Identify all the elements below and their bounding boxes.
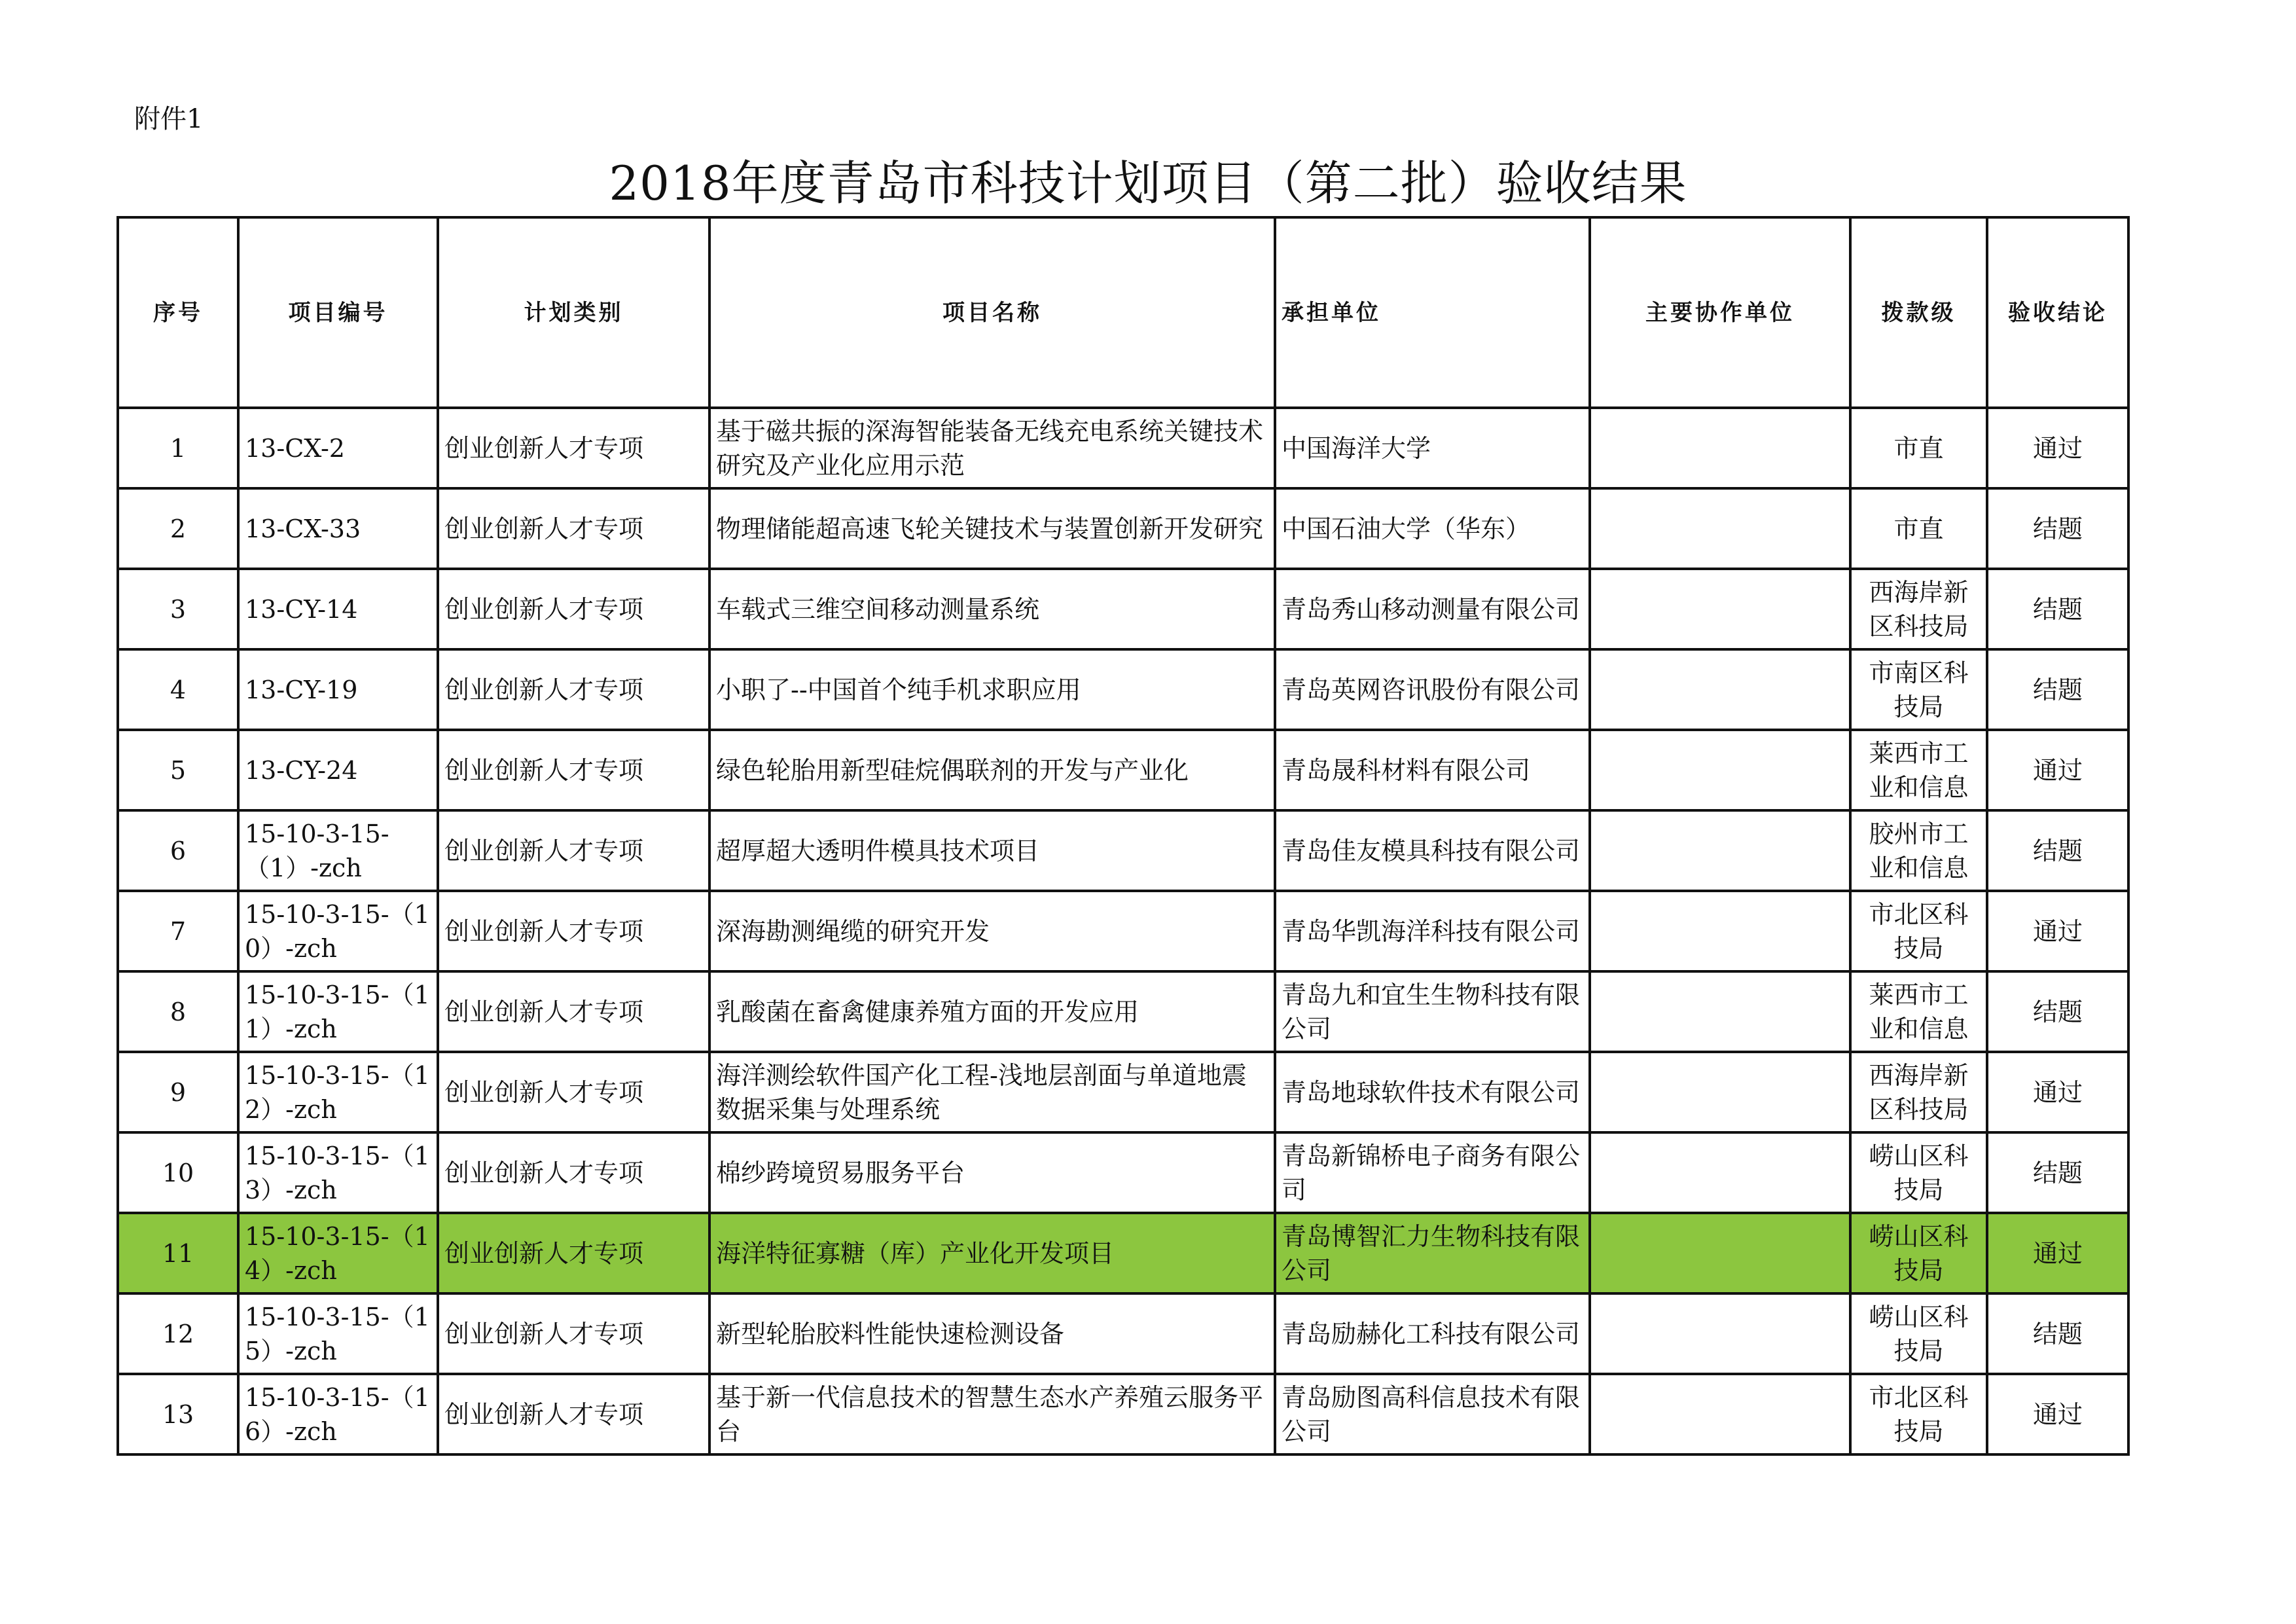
cell-name [709,891,1275,971]
cell-partner [1590,1213,1850,1293]
cell-no-text: 6 [170,836,187,865]
cell-no [118,408,238,488]
cell-category-text: 创业创新人才专项 [444,433,644,463]
cell-result [1987,1052,2128,1132]
cell-category [438,1374,709,1454]
header-funding: 拨款级 [1850,217,1987,408]
cell-unit [1275,1052,1590,1132]
cell-category [438,971,709,1052]
cell-unit-text: 青岛佳友模具科技有限公司 [1282,836,1581,865]
cell-partner [1590,730,1850,810]
cell-unit-text: 青岛英网咨讯股份有限公司 [1282,675,1581,704]
cell-result-text: 结题 [2032,675,2083,704]
cell-name [709,408,1275,488]
cell-funding [1850,569,1987,649]
cell-result-text: 结题 [2032,997,2083,1026]
cell-category [438,730,709,810]
table-row [118,1374,2128,1454]
cell-name-text: 基于新一代信息技术的智慧生态水产养殖云服务平台 [716,1382,1264,1446]
table-row [118,891,2128,971]
table-row [118,971,2128,1052]
cell-unit [1275,408,1590,488]
page-title: 2018年度青岛市科技计划项目（第二批）验收结果 [609,156,1687,211]
cell-category-text: 创业创新人才专项 [444,1077,644,1107]
cell-unit [1275,1132,1590,1213]
cell-result-text: 结题 [2032,594,2083,624]
cell-category [438,569,709,649]
cell-code-text: 15-10-3-15-（12）-zch [245,1060,430,1124]
cell-category [438,1293,709,1374]
cell-funding-text: 西海岸新区科技局 [1869,577,1969,641]
cell-code-text: 15-10-3-15-（1）-zch [245,819,389,882]
cell-name-text: 小职了--中国首个纯手机求职应用 [716,675,1081,704]
cell-unit [1275,891,1590,971]
cell-category-text: 创业创新人才专项 [444,916,644,946]
cell-result-text: 通过 [2032,755,2083,785]
cell-result [1987,1374,2128,1454]
header-result: 验收结论 [1987,217,2128,408]
header-no: 序号 [118,217,238,408]
cell-name-text: 海洋特征寡糖（库）产业化开发项目 [716,1238,1115,1268]
cell-result [1987,1213,2128,1293]
cell-result-text: 通过 [2032,1238,2083,1268]
cell-name-text: 棉纱跨境贸易服务平台 [716,1158,965,1187]
cell-code-text: 13-CX-33 [245,514,361,543]
cell-code [238,1052,438,1132]
cell-code-text: 13-CY-24 [245,755,358,785]
cell-result-text: 结题 [2032,514,2083,543]
cell-result-text: 通过 [2032,916,2083,946]
cell-funding [1850,1213,1987,1293]
cell-code-text: 13-CX-2 [245,433,345,463]
cell-no [118,1132,238,1213]
cell-no [118,649,238,730]
cell-funding-text: 莱西市工业和信息 [1869,980,1969,1043]
cell-name-text: 深海勘测绳缆的研究开发 [716,916,990,946]
header-name: 项目名称 [709,217,1275,408]
cell-name [709,488,1275,569]
cell-funding [1850,1052,1987,1132]
cell-name [709,649,1275,730]
cell-funding-text: 莱西市工业和信息 [1869,738,1969,802]
cell-category [438,488,709,569]
cell-no [118,971,238,1052]
cell-partner [1590,649,1850,730]
cell-partner [1590,1374,1850,1454]
results-table [117,216,2130,1456]
cell-partner [1590,569,1850,649]
header-row [118,217,2128,408]
cell-result-text: 结题 [2032,836,2083,865]
cell-name [709,1374,1275,1454]
attachment-label: 附件1 [134,104,204,134]
cell-code [238,971,438,1052]
cell-unit-text: 青岛博智汇力生物科技有限公司 [1282,1221,1581,1285]
cell-result [1987,408,2128,488]
cell-no-text: 1 [170,433,187,463]
cell-result [1987,569,2128,649]
cell-no-text: 3 [170,594,187,624]
cell-name-text: 绿色轮胎用新型硅烷偶联剂的开发与产业化 [716,755,1189,785]
cell-code [238,408,438,488]
cell-name [709,1052,1275,1132]
cell-unit [1275,1374,1590,1454]
cell-result [1987,649,2128,730]
cell-category-text: 创业创新人才专项 [444,997,644,1026]
table-row [118,1213,2128,1293]
cell-category-text: 创业创新人才专项 [444,836,644,865]
cell-name [709,971,1275,1052]
cell-name [709,810,1275,891]
table-row [118,730,2128,810]
cell-result [1987,1132,2128,1213]
cell-code-text: 15-10-3-15-（11）-zch [245,980,430,1043]
cell-code [238,1132,438,1213]
cell-result [1987,891,2128,971]
cell-funding [1850,488,1987,569]
cell-code-text: 15-10-3-15-（10）-zch [245,899,430,963]
cell-no [118,569,238,649]
cell-name-text: 超厚超大透明件模具技术项目 [716,836,1040,865]
cell-funding-text: 市南区科技局 [1869,658,1969,721]
cell-result [1987,1293,2128,1374]
cell-category-text: 创业创新人才专项 [444,755,644,785]
cell-category [438,649,709,730]
cell-no [118,1213,238,1293]
cell-code-text: 13-CY-19 [245,675,358,704]
table-row [118,1132,2128,1213]
table-row [118,1052,2128,1132]
cell-unit-text: 青岛新锦桥电子商务有限公司 [1282,1141,1581,1204]
cell-partner [1590,1052,1850,1132]
cell-category [438,1052,709,1132]
cell-name [709,569,1275,649]
cell-code [238,1293,438,1374]
cell-result-text: 通过 [2032,1077,2083,1107]
table-row [118,569,2128,649]
cell-no [118,810,238,891]
cell-funding [1850,730,1987,810]
cell-category-text: 创业创新人才专项 [444,1158,644,1187]
cell-category [438,891,709,971]
cell-no [118,488,238,569]
cell-code-text: 13-CY-14 [245,594,358,624]
cell-category-text: 创业创新人才专项 [444,675,644,704]
table-row [118,488,2128,569]
cell-result-text: 通过 [2032,433,2083,463]
cell-code-text: 15-10-3-15-（15）-zch [245,1302,430,1365]
cell-unit [1275,971,1590,1052]
cell-no-text: 11 [162,1238,194,1268]
cell-name-text: 乳酸菌在畜禽健康养殖方面的开发应用 [716,997,1139,1026]
cell-unit-text: 中国石油大学（华东） [1282,514,1531,543]
header-unit: 承担单位 [1275,217,1590,408]
cell-funding [1850,1374,1987,1454]
cell-code [238,891,438,971]
cell-unit [1275,1293,1590,1374]
cell-result [1987,730,2128,810]
table-row [118,1293,2128,1374]
cell-no-text: 13 [162,1399,194,1429]
cell-no [118,1374,238,1454]
cell-category [438,1132,709,1213]
cell-unit [1275,569,1590,649]
cell-funding-text: 市北区科技局 [1869,1382,1969,1446]
cell-no-text: 12 [162,1319,194,1348]
cell-result-text: 结题 [2032,1319,2083,1348]
cell-result [1987,971,2128,1052]
cell-category-text: 创业创新人才专项 [444,1399,644,1429]
cell-category-text: 创业创新人才专项 [444,1319,644,1348]
cell-partner [1590,1293,1850,1374]
cell-name [709,1132,1275,1213]
cell-unit [1275,649,1590,730]
cell-name-text: 新型轮胎胶料性能快速检测设备 [716,1319,1065,1348]
cell-unit [1275,730,1590,810]
cell-funding [1850,1132,1987,1213]
cell-no-text: 9 [170,1077,187,1107]
cell-category-text: 创业创新人才专项 [444,514,644,543]
cell-category [438,810,709,891]
cell-no-text: 10 [162,1158,194,1187]
cell-code-text: 15-10-3-15-（16）-zch [245,1382,430,1446]
header-partner: 主要协作单位 [1590,217,1850,408]
cell-partner [1590,488,1850,569]
cell-funding [1850,810,1987,891]
cell-funding-text: 西海岸新区科技局 [1869,1060,1969,1124]
cell-code [238,488,438,569]
cell-code [238,810,438,891]
cell-name-text: 海洋测绘软件国产化工程-浅地层剖面与单道地震数据采集与处理系统 [716,1060,1247,1124]
cell-code [238,1374,438,1454]
cell-funding [1850,408,1987,488]
cell-result-text: 结题 [2032,1158,2083,1187]
cell-unit-text: 青岛晟科材料有限公司 [1282,755,1531,785]
cell-name [709,1293,1275,1374]
cell-unit [1275,1213,1590,1293]
cell-category-text: 创业创新人才专项 [444,1238,644,1268]
cell-no [118,730,238,810]
cell-category [438,1213,709,1293]
cell-partner [1590,1132,1850,1213]
cell-no-text: 5 [170,755,187,785]
cell-funding-text: 崂山区科技局 [1869,1141,1969,1204]
cell-no-text: 7 [170,916,187,946]
cell-funding-text: 市直 [1893,433,1944,463]
cell-unit-text: 青岛华凯海洋科技有限公司 [1282,916,1581,946]
cell-funding [1850,649,1987,730]
cell-code [238,569,438,649]
cell-funding [1850,891,1987,971]
table-row [118,810,2128,891]
cell-funding [1850,971,1987,1052]
cell-unit [1275,488,1590,569]
cell-code [238,1213,438,1293]
cell-funding [1850,1293,1987,1374]
cell-no [118,891,238,971]
cell-code-text: 15-10-3-15-（13）-zch [245,1141,430,1204]
cell-no-text: 2 [170,514,187,543]
table-row [118,408,2128,488]
cell-unit-text: 青岛地球软件技术有限公司 [1282,1077,1581,1107]
cell-partner [1590,971,1850,1052]
cell-partner [1590,891,1850,971]
cell-name [709,730,1275,810]
cell-category-text: 创业创新人才专项 [444,594,644,624]
cell-unit-text: 青岛九和宜生生物科技有限公司 [1282,980,1581,1043]
cell-name-text: 物理储能超高速飞轮关键技术与装置创新开发研究 [716,514,1264,543]
cell-no [118,1293,238,1374]
cell-code [238,730,438,810]
cell-unit-text: 中国海洋大学 [1282,433,1431,463]
cell-result-text: 通过 [2032,1399,2083,1429]
table-row [118,649,2128,730]
cell-code-text: 15-10-3-15-（14）-zch [245,1221,430,1285]
cell-name-text: 基于磁共振的深海智能装备无线充电系统关键技术研究及产业化应用示范 [716,416,1264,480]
cell-unit [1275,810,1590,891]
cell-partner [1590,408,1850,488]
cell-unit-text: 青岛励赫化工科技有限公司 [1282,1319,1581,1348]
cell-partner [1590,810,1850,891]
cell-unit-text: 青岛秀山移动测量有限公司 [1282,594,1581,624]
cell-name [709,1213,1275,1293]
cell-funding-text: 市直 [1893,514,1944,543]
cell-no-text: 8 [170,997,187,1026]
cell-code [238,649,438,730]
cell-name-text: 车载式三维空间移动测量系统 [716,594,1040,624]
cell-funding-text: 胶州市工业和信息 [1869,819,1969,882]
cell-category [438,408,709,488]
cell-funding-text: 市北区科技局 [1869,899,1969,963]
cell-result [1987,488,2128,569]
cell-no-text: 4 [170,675,187,704]
cell-funding-text: 崂山区科技局 [1869,1221,1969,1285]
cell-funding-text: 崂山区科技局 [1869,1302,1969,1365]
cell-unit-text: 青岛励图高科信息技术有限公司 [1282,1382,1581,1446]
header-category: 计划类别 [438,217,709,408]
cell-result [1987,810,2128,891]
cell-no [118,1052,238,1132]
header-code: 项目编号 [238,217,438,408]
